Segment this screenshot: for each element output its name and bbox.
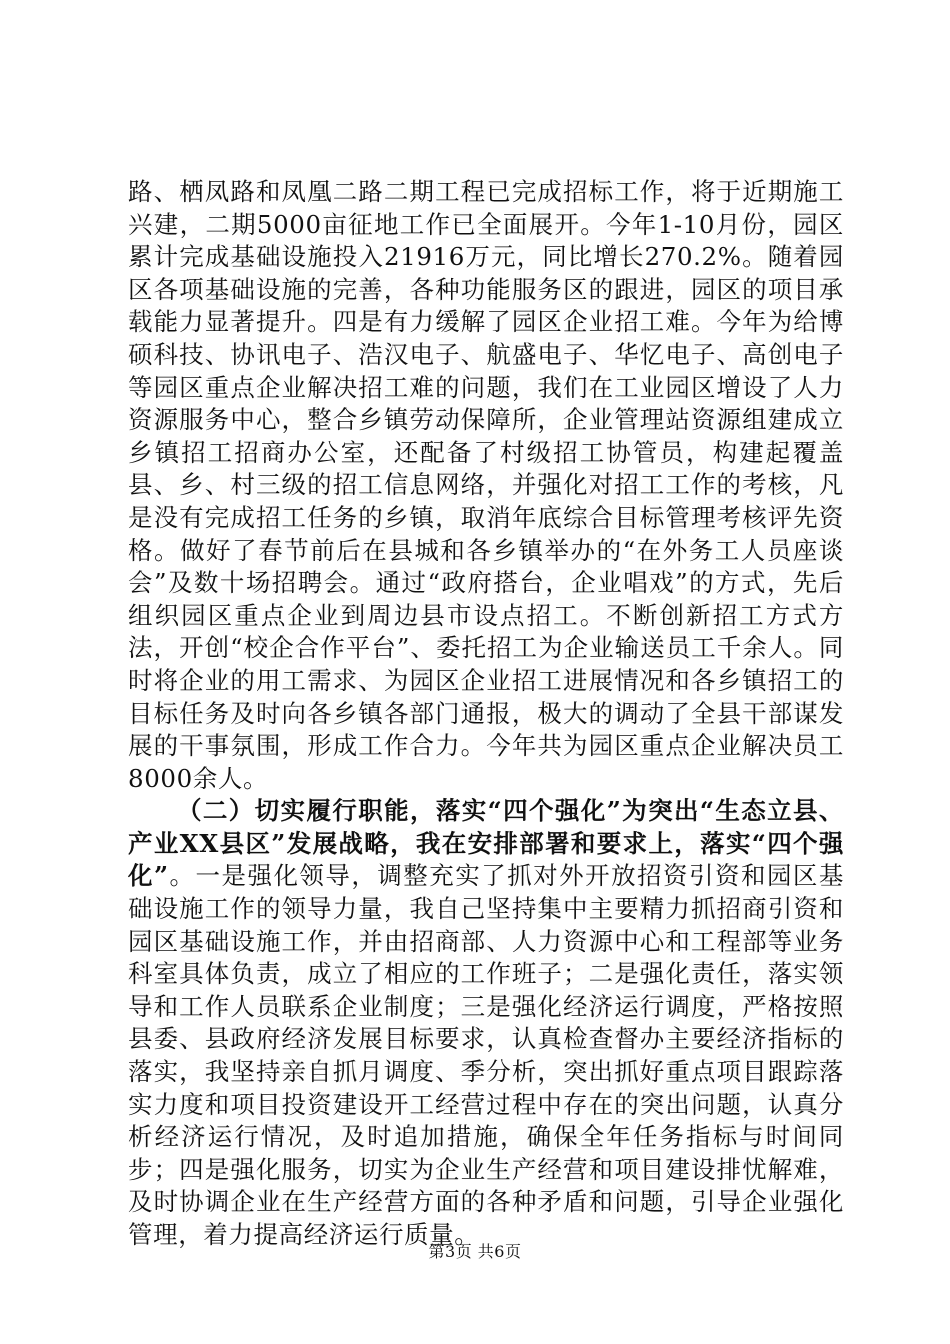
section-two-heading: （二）切实履行职能，落实“四个强化”为突出“生态立县、产业XX县区”发展战略，我在安排部署和要求上，落实“四个强化” [128, 796, 844, 891]
paragraph-continuation: 路、栖凤路和凤凰二路二期工程已完成招标工作，将于近期施工兴建，二期5000亩征地工作已全面展开。今年1-10月份，园区累计完成基础设施投入21916万元，同比增长270.2%。随着园区各项基础设施的完善，各种功能服务区的跟进，园区的项目承载能力显著提升。四是有力缓解了园区企业招工难。今年为给博硕科技、协讯电子、浩汉电子、航盛电子、华忆电子、高创电子等园区重点企业解决招工难的问题，我们在工业园区增设了人力资源服务中心，整合乡镇劳动保障所，企业管理站资源组建成立乡镇招工招商办公室，还配备了村级招工协管员，构建起覆盖县、乡、村三级的招工信息网络，并强化对招工工作的考核，凡是没有完成招工任务的乡镇，取消年底综合目标管理考核评先资格。做好了春节前后在县城和各乡镇举办的“在外务工人员座谈会”及数十场招聘会。通过“政府搭台，企业唱戏”的方式，先后组织园区重点企业到周边县市设点招工。不断创新招工方式方法，开创“校企合作平台”、委托招工为企业输送员工千余人。同时将企业的用工需求、为园区企业招工进展情况和各乡镇招工的目标任务及时向各乡镇各部门通报，极大的调动了全县干部谋发展的干事氛围，形成工作合力。今年共为园区重点企业解决员工8000余人。 [128, 177, 844, 793]
section-two-body: 。一是强化领导，调整充实了抓对外开放招资引资和园区基础设施工作的领导力量，我自己坚持集中主要精力抓招商引资和园区基础设施工作，并由招商部、人力资源中心和工程部等业务科室具体负责，成立了相应的工作班子；二是强化责任，落实领导和工作人员联系企业制度；三是强化经济运行调度，严格按照县委、县政府经济发展目标要求，认真检查督办主要经济指标的落实，我坚持亲自抓月调度、季分析，突出抓好重点项目跟踪落实力度和项目投资建设开工经营过程中存在的突出问题，认真分析经济运行情况，及时追加措施，确保全年任务指标与时间同步；四是强化服务，切实为企业生产经营和项目建设排忧解难，及时协调企业在生产经营方面的各种矛盾和问题，引导企业强化管理，着力提高经济运行质量。 [128, 861, 844, 1249]
document-body [128, 176, 844, 1252]
page-number-footer: 第3页 共6页 [428, 1242, 522, 1261]
paragraph-section-two [128, 795, 844, 1251]
